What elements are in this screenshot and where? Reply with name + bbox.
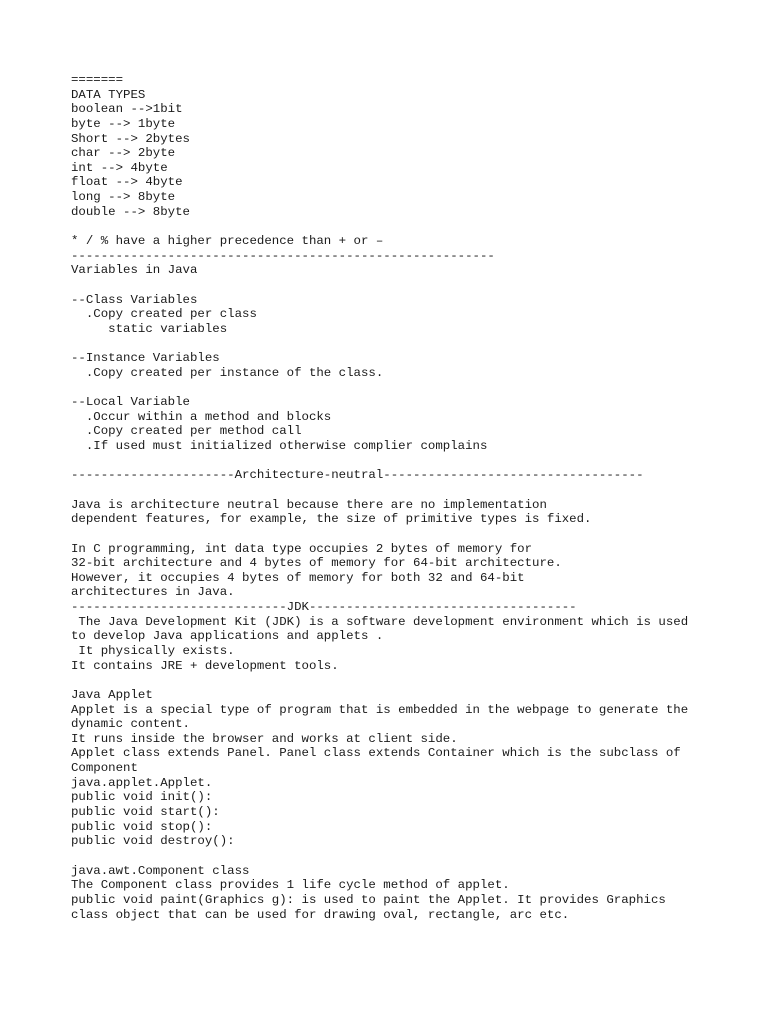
text-line: dependent features, for example, the size of primitive types is fixed. [71,512,592,527]
text-line: .If used must initialized otherwise complier complains [71,439,488,454]
text-line [71,278,731,293]
text-line: static variables [71,321,228,336]
text-line: .Copy created per instance of the class. [71,365,384,380]
text-line: The Java Development Kit (JDK) is a software development environment which is used [71,614,689,629]
text-line: .Copy created per class [71,307,257,322]
text-line: to develop Java applications and applets . [71,629,384,644]
text-line: int --> 4byte [71,160,168,175]
text-line: --Class Variables [71,292,198,307]
text-line: It physically exists. [71,643,235,658]
text-line: Java is architecture neutral because there are no implementation [71,497,547,512]
text-line: float --> 4byte [71,175,183,190]
text-line [71,454,731,469]
text-line: Variables in Java [71,263,198,278]
text-line: --Local Variable [71,395,190,410]
text-line: Applet is a special type of program that is embedded in the webpage to generate the [71,702,689,717]
text-line: char --> 2byte [71,146,176,161]
text-line: public void destroy(): [71,834,235,849]
text-line: -----------------------------JDK------------------------------------ [71,600,577,615]
text-line: public void start(): [71,805,220,820]
text-line: However, it occupies 4 bytes of memory for both 32 and 64-bit [71,570,525,585]
text-line: DATA TYPES [71,87,146,102]
text-line: double --> 8byte [71,204,190,219]
text-line [71,673,731,688]
text-line [71,380,731,395]
text-line: --Instance Variables [71,351,220,366]
text-line [71,849,731,864]
text-line: Component [71,761,138,776]
text-line: java.applet.Applet. [71,775,213,790]
text-line [71,527,731,542]
text-line: class object that can be used for drawing oval, rectangle, arc etc. [71,907,570,922]
text-line: ----------------------Architecture-neutral----------------------------------- [71,468,644,483]
text-line: * / % have a higher precedence than + or – [71,234,384,249]
text-line: boolean -->1bit [71,102,183,117]
text-line: It contains JRE + development tools. [71,658,339,673]
text-line: Java Applet [71,687,153,702]
text-line: Short --> 2bytes [71,131,190,146]
text-line: long --> 8byte [71,190,176,205]
text-line: The Component class provides 1 life cycle method of applet. [71,878,510,893]
text-line: In C programming, int data type occupies 2 bytes of memory for [71,541,533,556]
text-line: ======= [71,73,124,87]
text-line [71,219,731,234]
text-line: .Copy created per method call [71,424,302,439]
text-line [71,337,731,352]
text-line: byte --> 1byte [71,116,176,131]
text-line: It runs inside the browser and works at client side. [71,731,458,746]
text-line: Applet class extends Panel. Panel class extends Container which is the subclass of [71,746,681,761]
document-text [71,73,731,922]
text-line: 32-bit architecture and 4 bytes of memory for 64-bit architecture. [71,556,562,571]
text-line [71,483,731,498]
text-line: public void paint(Graphics g): is used to paint the Applet. It provides Graphics [71,892,666,907]
text-line: public void stop(): [71,819,213,834]
text-line: public void init(): [71,790,213,805]
text-line: --------------------------------------------------------- [71,248,495,263]
text-line: java.awt.Component class [71,863,250,878]
text-line: dynamic content. [71,717,190,732]
text-line: .Occur within a method and blocks [71,409,332,424]
text-line: architectures in Java. [71,585,235,600]
